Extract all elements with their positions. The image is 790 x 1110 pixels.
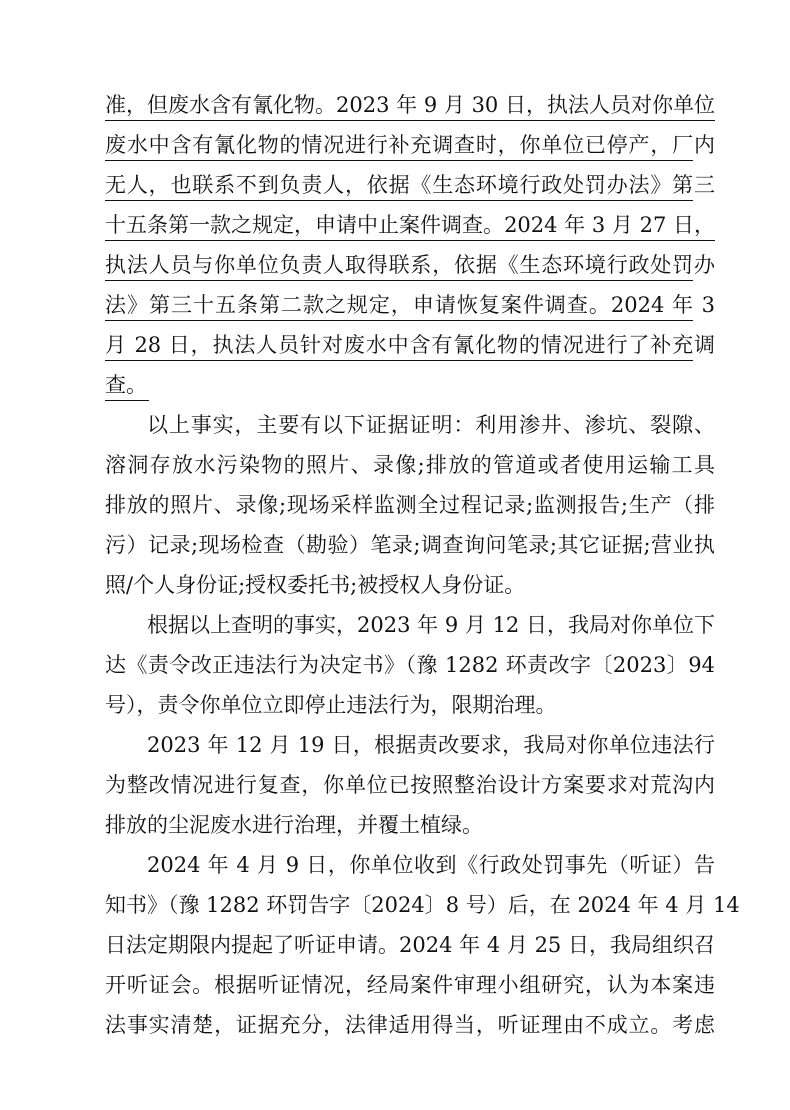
underline [105, 160, 693, 161]
text-line: 号），责令你单位立即停止违法行为，限期治理。 [105, 693, 557, 717]
text-line: 污）记录;现场检查（勘验）笔录;调查询问笔录;其它证据;营业执 [105, 533, 715, 557]
underline [105, 200, 693, 201]
text-line: 排放的照片、录像;现场采样监测全过程记录;监测报告;生产（排 [105, 493, 715, 517]
text-line: 查。 [105, 373, 147, 397]
text-line: 知书》（豫 1282 环罚告字〔2024〕8 号）后，在 2024 年 4 月 14 [105, 893, 740, 917]
underline [105, 240, 715, 241]
text-line: 2024 年 4 月 9 日，你单位收到《行政处罚事先（听证）告 [147, 853, 715, 877]
text-line: 无人，也联系不到负责人，依据《生态环境行政处罚办法》第三 [105, 173, 715, 197]
text-line: 月 28 日，执法人员针对废水中含有氰化物的情况进行了补充调 [105, 333, 715, 357]
text-line: 照/个人身份证;授权委托书;被授权人身份证。 [105, 573, 526, 597]
underline [105, 280, 693, 281]
text-line: 为整改情况进行复查，你单位已按照整治设计方案要求对荒沟内 [105, 773, 715, 797]
text-line: 2023 年 12 月 19 日，根据责改要求，我局对你单位违法行 [147, 733, 715, 757]
text-line: 废水中含有氰化物的情况进行补充调查时，你单位已停产，厂内 [105, 133, 715, 157]
text-line: 十五条第一款之规定，申请中止案件调查。2024 年 3 月 27 日， [105, 213, 715, 237]
text-line: 根据以上查明的事实，2023 年 9 月 12 日，我局对你单位下 [147, 613, 715, 637]
underline [105, 400, 149, 401]
text-line: 溶洞存放水污染物的照片、录像;排放的管道或者使用运输工具 [105, 453, 715, 477]
text-line: 执法人员与你单位负责人取得联系，依据《生态环境行政处罚办 [105, 253, 715, 277]
text-line: 准，但废水含有氰化物。2023 年 9 月 30 日，执法人员对你单位 [105, 93, 715, 117]
underline [105, 320, 693, 321]
text-line: 日法定期限内提起了听证申请。2024 年 4 月 25 日，我局组织召 [105, 933, 715, 957]
text-line: 排放的尘泥废水进行治理，并覆土植绿。 [105, 813, 483, 837]
text-line: 达《责令改正违法行为决定书》（豫 1282 环责改字〔2023〕94 [105, 653, 715, 677]
text-line: 开听证会。根据听证情况，经局案件审理小组研究，认为本案违 [105, 973, 715, 997]
underline [105, 120, 715, 121]
text-line: 法事实清楚，证据充分，法律适用得当，听证理由不成立。考虑 [105, 1013, 715, 1037]
text-line: 以上事实，主要有以下证据证明：利用渗井、渗坑、裂隙、 [147, 413, 715, 437]
underline [105, 360, 693, 361]
text-line: 法》第三十五条第二款之规定，申请恢复案件调查。2024 年 3 [105, 293, 715, 317]
